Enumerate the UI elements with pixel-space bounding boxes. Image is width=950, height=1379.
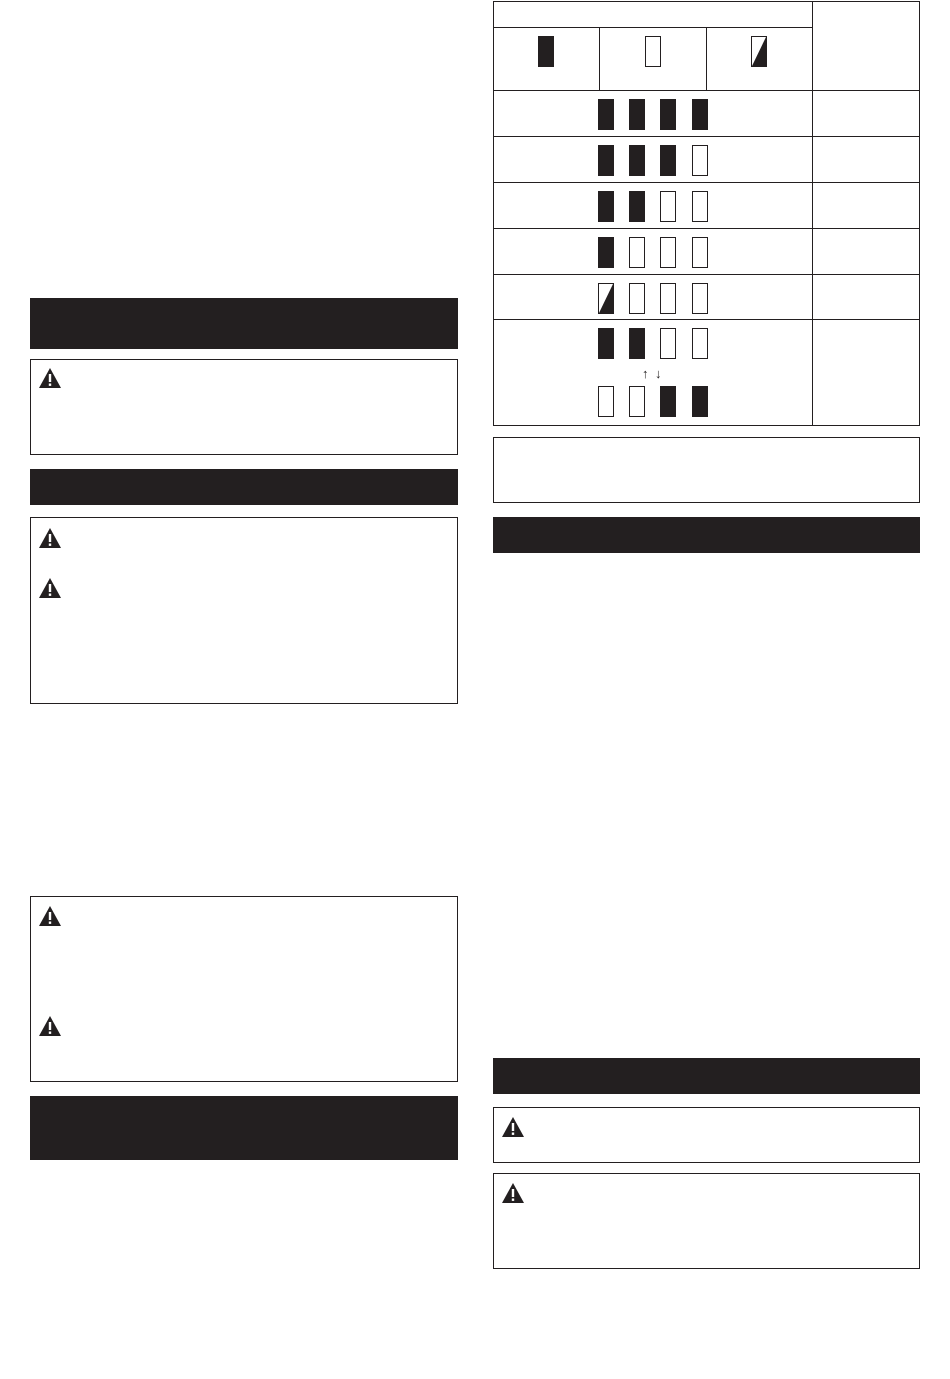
indicator-lamp <box>660 283 676 314</box>
indicator-lamp <box>629 283 645 314</box>
indicator-lamp <box>629 191 645 222</box>
indicator-lamp <box>598 145 614 176</box>
warning-triangle-icon <box>38 527 62 549</box>
section-header-bar-4 <box>493 517 920 553</box>
indicator-lamp <box>692 328 708 359</box>
indicator-lamp <box>692 283 708 314</box>
indicator-lamp-blinking <box>598 283 614 314</box>
indicator-lamp <box>629 99 645 130</box>
indicator-lamp <box>692 145 708 176</box>
warning-triangle-icon <box>501 1182 525 1204</box>
warning-box-5 <box>493 1173 920 1269</box>
warning-triangle-icon <box>38 1015 62 1037</box>
indicator-lamp <box>692 99 708 130</box>
indicator-lamp <box>598 191 614 222</box>
indicator-lamp <box>598 386 614 417</box>
indicator-lamp <box>598 237 614 268</box>
section-header-bar-5 <box>493 1058 920 1094</box>
indicator-lamp <box>692 191 708 222</box>
indicator-lamp <box>660 99 676 130</box>
warning-triangle-icon <box>38 577 62 599</box>
legend-lighted-lamp <box>538 36 554 67</box>
indicator-lamp <box>692 237 708 268</box>
indicator-lamp <box>660 386 676 417</box>
warning-triangle-icon <box>501 1116 525 1138</box>
section-header-bar-1 <box>30 298 458 349</box>
indicator-lamp <box>629 386 645 417</box>
warning-box-2 <box>30 517 458 704</box>
indicator-lamp <box>629 328 645 359</box>
warning-box-4 <box>493 1107 920 1163</box>
indicator-table <box>493 1 920 426</box>
indicator-lamp <box>629 237 645 268</box>
warning-triangle-icon <box>38 367 62 389</box>
indicator-lamp <box>660 237 676 268</box>
arrow-up-icon: ↑ <box>642 366 649 381</box>
indicator-lamp <box>692 386 708 417</box>
warning-box-3 <box>30 896 458 1082</box>
indicator-lamp <box>660 145 676 176</box>
indicator-lamp <box>598 328 614 359</box>
section-header-bar-2 <box>30 469 458 505</box>
warning-box-1 <box>30 359 458 455</box>
indicator-lamp <box>660 191 676 222</box>
warning-triangle-icon <box>38 905 62 927</box>
indicator-lamp <box>598 99 614 130</box>
legend-off-lamp <box>645 36 661 67</box>
section-header-bar-3 <box>30 1096 458 1160</box>
legend-blinking-lamp <box>751 36 767 67</box>
note-box <box>493 437 920 503</box>
indicator-lamp <box>629 145 645 176</box>
arrow-down-icon: ↓ <box>655 366 662 381</box>
indicator-lamp <box>660 328 676 359</box>
